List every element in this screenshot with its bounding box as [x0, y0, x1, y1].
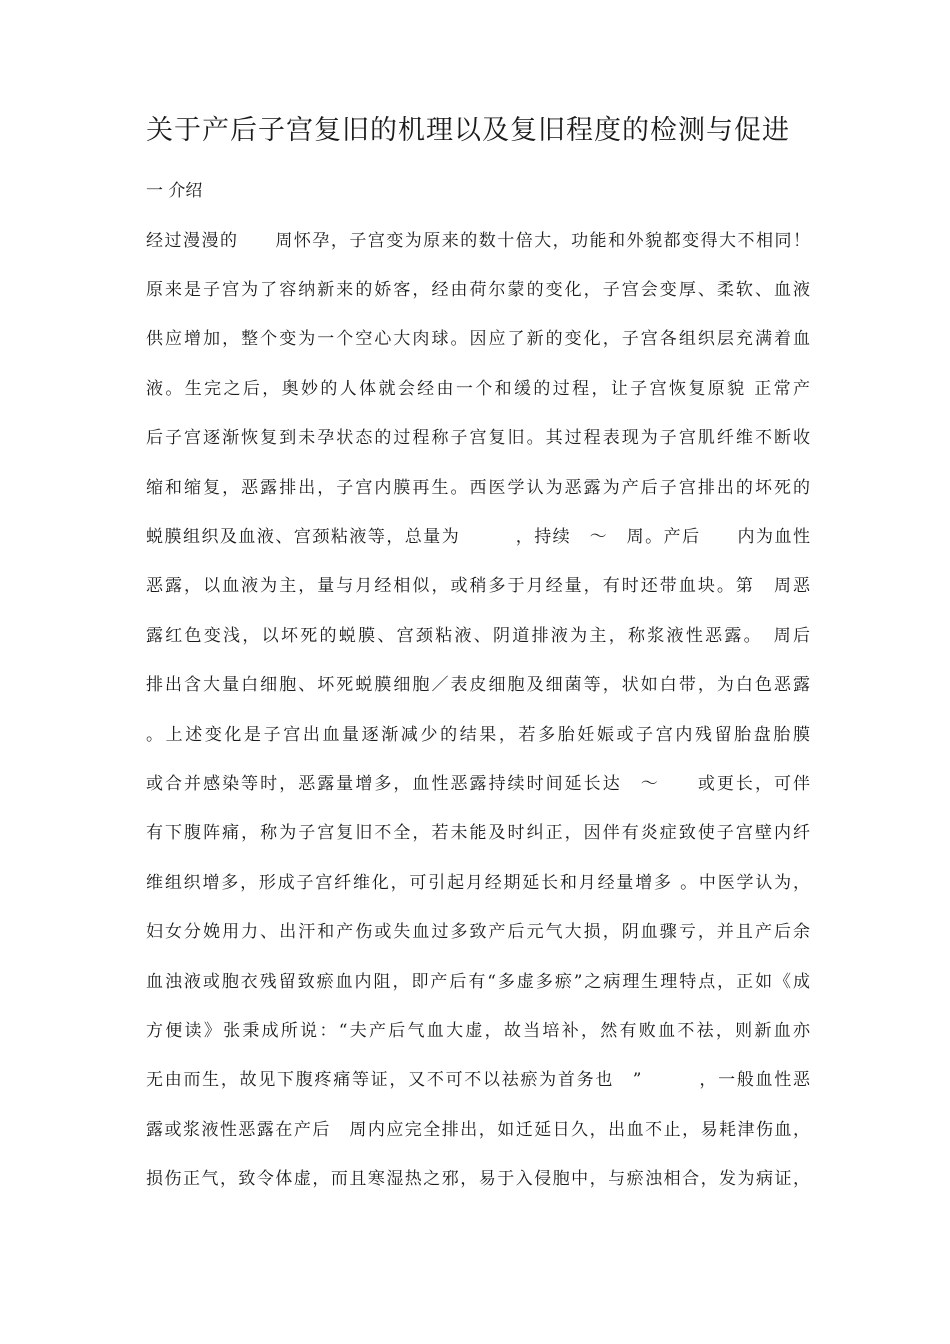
page-title: 关于产后子宫复旧的机理以及复旧程度的检测与促进 [146, 115, 790, 146]
paragraph-line: 。上述变化是子宫出血量逐渐减少的结果，若多胎妊娠或子宫内残留胎盘胎膜 [146, 725, 810, 745]
paragraph-line: 无由而生，故见下腹疼痛等证，又不可不以祛瘀为首务也 ” ，一般血性恶 [146, 1070, 810, 1090]
paragraph-line: 经过漫漫的 周怀孕，子宫变为原来的数十倍大，功能和外貌都变得大不相同！ [146, 231, 810, 251]
paragraph-line: 维组织增多，形成子宫纤维化，可引起月经期延长和月经量增多 。中医学认为， [146, 873, 810, 893]
paragraph-line: 恶露，以血液为主，量与月经相似，或稍多于月经量，有时还带血块。第 周恶 [146, 576, 810, 596]
paragraph-line: 液。生完之后，奥妙的人体就会经由一个和缓的过程，让子宫恢复原貌 正常产 [146, 379, 810, 399]
paragraph-line: 有下腹阵痛，称为子宫复旧不全，若未能及时纠正，因伴有炎症致使子宫壁内纤 [146, 823, 810, 843]
paragraph-line: 方便读》张秉成所说：“夫产后气血大虚，故当培补，然有败血不祛，则新血亦 [146, 1021, 810, 1041]
paragraph-line: 露红色变浅，以坏死的蜕膜、宫颈粘液、阴道排液为主，称浆液性恶露。 周后 [146, 626, 810, 646]
paragraph-line: 露或浆液性恶露在产后 周内应完全排出，如迁延日久，出血不止，易耗津伤血， [146, 1120, 810, 1140]
paragraph-line: 原来是子宫为了容纳新来的娇客，经由荷尔蒙的变化，子宫会变厚、柔软、血液 [146, 280, 810, 300]
paragraph-line: 血浊液或胞衣残留致瘀血内阻，即产后有“多虚多瘀”之病理生理特点，正如《成 [146, 972, 810, 992]
paragraph-line: 后子宫逐渐恢复到未孕状态的过程称子宫复旧。其过程表现为子宫肌纤维不断收 [146, 428, 810, 448]
paragraph-line: 排出含大量白细胞、坏死蜕膜细胞／表皮细胞及细菌等，状如白带，为白色恶露 [146, 675, 810, 695]
paragraph-line: 损伤正气，致令体虚，而且寒湿热之邪，易于入侵胞中，与瘀浊相合，发为病证， [146, 1169, 810, 1189]
paragraph-line: 蜕膜组织及血液、宫颈粘液等，总量为 ，持续 ～ 周。产后 内为血性 [146, 527, 810, 547]
paragraph-line: 妇女分娩用力、出汗和产伤或失血过多致产后元气大损，阴血骤亏，并且产后余 [146, 922, 810, 942]
section-heading: 一 介绍 [146, 181, 203, 201]
paragraph-line: 或合并感染等时，恶露量增多，血性恶露持续时间延长达 ～ 或更长，可伴 [146, 774, 810, 794]
paragraph-line: 供应增加，整个变为一个空心大肉球。因应了新的变化，子宫各组织层充满着血 [146, 329, 810, 349]
paragraph-line: 缩和缩复，恶露排出，子宫内膜再生。西医学认为恶露为产后子宫排出的坏死的 [146, 478, 810, 498]
